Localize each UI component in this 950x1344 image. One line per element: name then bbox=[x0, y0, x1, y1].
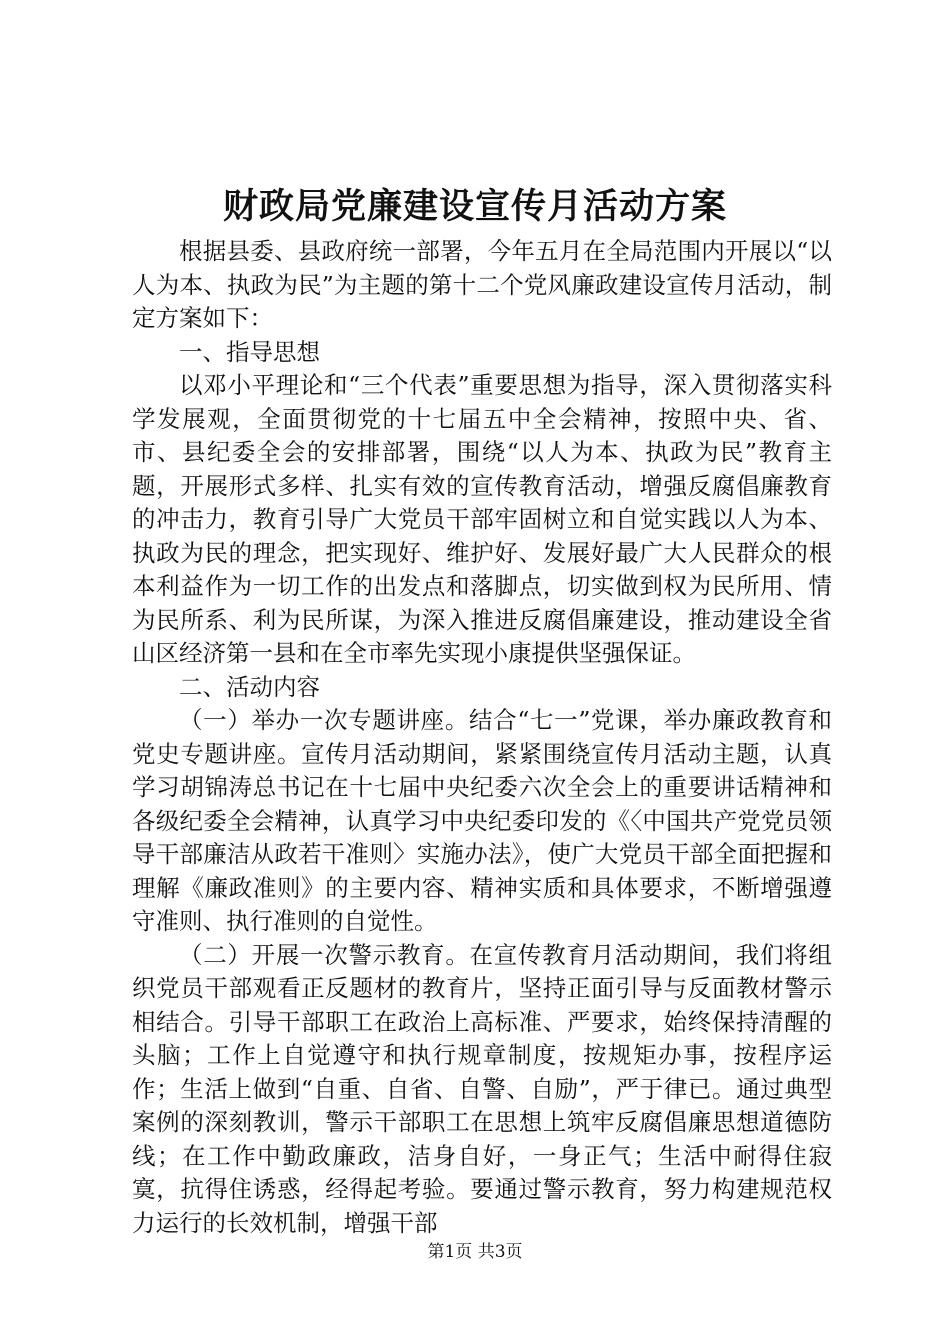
activity-item-lecture: （一）举办一次专题讲座。结合“七一”党课，举办廉政教育和党史专题讲座。宣传月活动期间，紧紧围绕宣传月活动主题，认真学习胡锦涛总书记在十七届中央纪委六次全会上的重要讲话精神和各级纪委全会精神，认真学习中央纪委印发的《〈中国共产党党员领导干部廉洁从政若干准则〉实施办法》，使广大党员干部全面把握和理解《廉政准则》的主要内容、精神实质和具体要求，不断增强遵守准则、执行准则的自觉性。 bbox=[132, 706, 832, 935]
guiding-thought-paragraph: 以邓小平理论和“三个代表”重要思想为指导，深入贯彻落实科学发展观，全面贯彻党的十七届五中全会精神，按照中央、省、市、县纪委全会的安排部署，围绕“以人为本、执政为民”教育主题，开展形式多样、扎实有效的宣传教育活动，增强反腐倡廉教育的冲击力，教育引导广大党员干部牢固树立和自觉实践以人为本、执政为民的理念，把实现好、维护好、发展好最广大人民群众的根本利益作为一切工作的出发点和落脚点，切实做到权为民所用、情为民所系、利为民所谋，为深入推进反腐倡廉建设，推动建设全省山区经济第一县和在全市率先实现小康提供坚强保证。 bbox=[132, 371, 832, 667]
section-heading-guiding-thought: 一、指导思想 bbox=[179, 337, 320, 366]
document-title: 财政局党廉建设宣传月活动方案 bbox=[222, 186, 727, 227]
activity-item-warning-education: （二）开展一次警示教育。在宣传教育月活动期间，我们将组织党员干部观看正反题材的教育片，坚持正面引导与反面教材警示相结合。引导干部职工在政治上高标准、严要求，始终保持清醒的头脑；工作上自觉遵守和执行规章制度，按规矩办事，按程序运作；生活上做到“自重、自省、自警、自励”，严于律已。通过典型案例的深刻教训，警示干部职工在思想上筑牢反腐倡廉思想道德防线；在工作中勤政廉政，洁身自好，一身正气；生活中耐得住寂寞，抗得住诱惑，经得起考验。要通过警示教育，努力构建规范权力运行的长效机制，增强干部 bbox=[132, 940, 832, 1237]
section-heading-activity-content: 二、活动内容 bbox=[179, 672, 320, 701]
document-body bbox=[132, 235, 832, 1240]
intro-paragraph: 根据县委、县政府统一部署，今年五月在全局范围内开展以“以人为本、执政为民”为主题的第十二个党风廉政建设宣传月活动，制定方案如下： bbox=[132, 237, 832, 332]
page-number-footer: 第1页 共3页 bbox=[427, 1242, 523, 1262]
